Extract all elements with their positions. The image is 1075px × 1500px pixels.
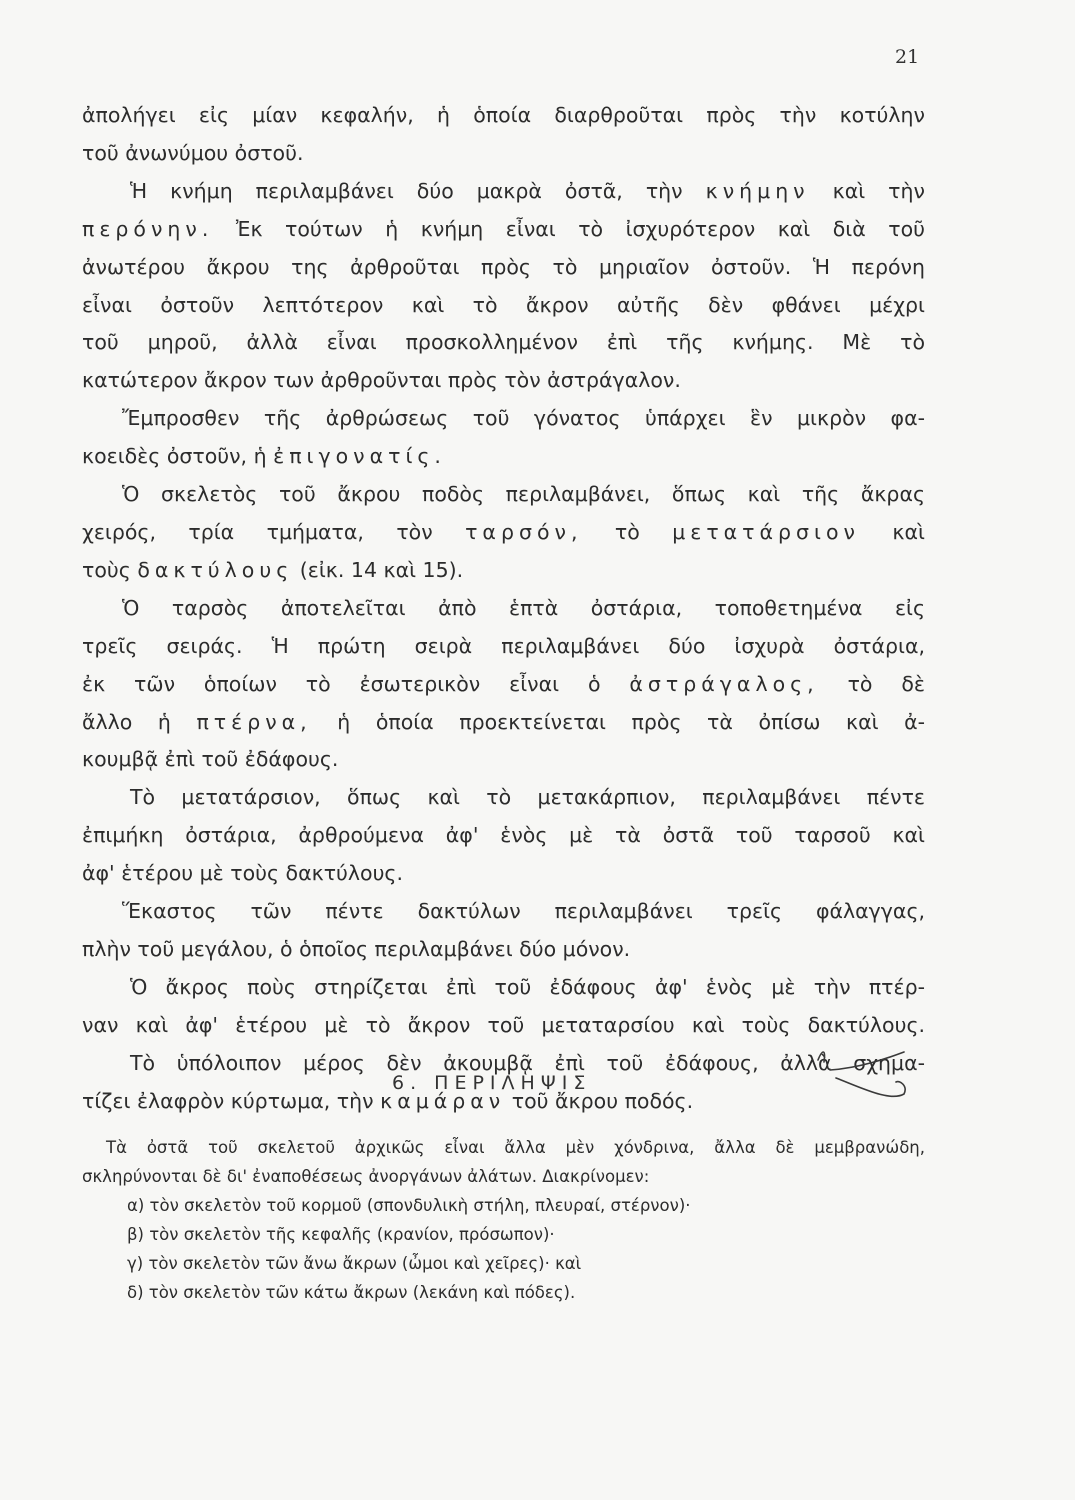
text-line: πλὴν τοῦ μεγάλου, ὁ ὁποῖος περιλαμβάνει δύο μόνον. bbox=[82, 936, 631, 961]
text-line: κοειδὲς ὀστοῦν, ἡ ἐπιγονατίς. bbox=[82, 444, 446, 469]
text-line: Ὁ ταρσὸς ἀποτελεῖται ἀπὸ ἑπτὰ ὀστάρια, τοποθετημένα εἰς bbox=[122, 595, 925, 620]
section-heading: 6. ΠΕΡΙΛΗΨΙΣ bbox=[392, 1072, 592, 1094]
text-line: τοῦ μηροῦ, ἀλλὰ εἶναι προσκολλημένον ἐπὶ τῆς κνήμης. Μὲ τὸ bbox=[82, 330, 925, 355]
text-line: τοῦ ἀνωνύμου ὀστοῦ. bbox=[82, 140, 304, 165]
spaced-term: ἐπιγονατίς. bbox=[273, 444, 446, 469]
text-line: Ὁ ἄκρος ποὺς στηρίζεται ἐπὶ τοῦ ἐδάφους ἀφ' ἑνὸς μὲ τὴν πτέρ- bbox=[130, 974, 925, 999]
summary-item: γ) τὸν σκελετὸν τῶν ἄνω ἄκρων (ὦμοι καὶ χεῖρες)· καὶ bbox=[127, 1254, 582, 1273]
text-line: Τὸ ὑπόλοιπον μέρος δὲν ἀκουμβᾷ ἐπὶ τοῦ ἐδάφους, ἀλλὰ σχημα- bbox=[130, 1050, 925, 1075]
text-line: Τὸ μετατάρσιον, ὅπως καὶ τὸ μετακάρπιον, περιλαμβάνει πέντε bbox=[130, 785, 925, 810]
spaced-term: καμάραν bbox=[380, 1088, 506, 1113]
text-line: ἐπιμήκη ὀστάρια, ἀρθρούμενα ἀφ' ἑνὸς μὲ τὰ ὀστᾶ τοῦ ταρσοῦ καὶ bbox=[82, 823, 925, 848]
text-line: εἶναι ὀστοῦν λεπτότερον καὶ τὸ ἄκρον αὐτῆς δὲν φθάνει μέχρι bbox=[82, 292, 925, 317]
text-line: τοὺς δακτύλους (εἰκ. 14 καὶ 15). bbox=[82, 557, 464, 582]
body-text bbox=[82, 97, 925, 1120]
text-line: Ἔμπροσθεν τῆς ἀρθρώσεως τοῦ γόνατος ὑπάρχει ἓν μικρὸν φα- bbox=[122, 406, 925, 431]
handwritten-mark bbox=[800, 1040, 930, 1110]
text-line: ἄλλο ἡ πτέρνα, ἡ ὁποία προεκτείνεται πρὸς τὰ ὀπίσω καὶ ἀ- bbox=[82, 709, 925, 734]
text-line: Ὁ σκελετὸς τοῦ ἄκρου ποδὸς περιλαμβάνει, ὅπως καὶ τῆς ἄκρας bbox=[122, 482, 925, 507]
spaced-term: μετατάρσιον bbox=[672, 519, 860, 544]
spaced-term: ταρσόν, bbox=[465, 519, 583, 544]
text-line: ἀπολήγει εἰς μίαν κεφαλήν, ἡ ὁποία διαρθροῦται πρὸς τὴν κοτύλην bbox=[82, 103, 925, 127]
text-line: κατώτερον ἄκρον των ἀρθροῦνται πρὸς τὸν ἀστράγαλον. bbox=[82, 368, 681, 393]
spaced-term: κνήμην bbox=[705, 178, 810, 203]
summary bbox=[82, 1133, 925, 1307]
text-line: τίζει ἐλαφρὸν κύρτωμα, τὴν καμάραν τοῦ ἄκρου ποδός. bbox=[82, 1088, 694, 1113]
spaced-term: δακτύλους bbox=[137, 557, 294, 582]
text-line: περόνην. Ἐκ τούτων ἡ κνήμη εἶναι τὸ ἰσχυρότερον καὶ διὰ τοῦ bbox=[82, 216, 925, 241]
text-line: ἀνωτέρου ἄκρου της ἀρθροῦται πρὸς τὸ μηριαῖον ὀστοῦν. Ἡ περόνη bbox=[82, 254, 925, 279]
text-line: τρεῖς σειράς. Ἡ πρώτη σειρὰ περιλαμβάνει δύο ἰσχυρὰ ὀστάρια, bbox=[82, 633, 925, 658]
summary-item: δ) τὸν σκελετὸν τῶν κάτω ἄκρων (λεκάνη καὶ πόδες). bbox=[127, 1283, 576, 1302]
text-line: χειρός, τρία τμήματα, τὸν ταρσόν, τὸ μετατάρσιον καὶ bbox=[82, 519, 925, 544]
text-line: ἀφ' ἑτέρου μὲ τοὺς δακτύλους. bbox=[82, 861, 403, 886]
text-line: Ἕκαστος τῶν πέντε δακτύλων περιλαμβάνει τρεῖς φάλαγγας, bbox=[122, 899, 925, 924]
summary-item: β) τὸν σκελετὸν τῆς κεφαλῆς (κρανίον, πρόσωπον)· bbox=[127, 1225, 555, 1244]
spaced-term: ἀστράγαλος, bbox=[629, 671, 819, 696]
text-line: ἐκ τῶν ὁποίων τὸ ἐσωτερικὸν εἶναι ὁ ἀστράγαλος, τὸ δὲ bbox=[82, 671, 925, 696]
summary-item: α) τὸν σκελετὸν τοῦ κορμοῦ (σπονδυλικὴ στήλη, πλευραί, στέρνον)· bbox=[127, 1196, 691, 1215]
text-line: Ἡ κνήμη περιλαμβάνει δύο μακρὰ ὀστᾶ, τὴν κνήμην καὶ τὴν bbox=[130, 178, 925, 203]
spaced-term: περόνην. bbox=[82, 216, 214, 241]
summary-line: Τὰ ὀστᾶ τοῦ σκελετοῦ ἀρχικῶς εἶναι ἄλλα μὲν χόνδρινα, ἄλλα δὲ μεμβρανώδη, bbox=[106, 1138, 925, 1157]
page-number: 21 bbox=[895, 46, 920, 68]
text-line: ναν καὶ ἀφ' ἑτέρου μὲ τὸ ἄκρον τοῦ μεταταρσίου καὶ τοὺς δακτύλους. bbox=[82, 1012, 925, 1037]
spaced-term: πτέρνα, bbox=[196, 709, 312, 734]
summary-line: σκληρύνονται δὲ δι' ἐναποθέσεως ἀνοργάνων ἀλάτων. Διακρίνομεν: bbox=[82, 1167, 650, 1186]
text-line: κουμβᾷ ἐπὶ τοῦ ἐδάφους. bbox=[82, 747, 339, 772]
